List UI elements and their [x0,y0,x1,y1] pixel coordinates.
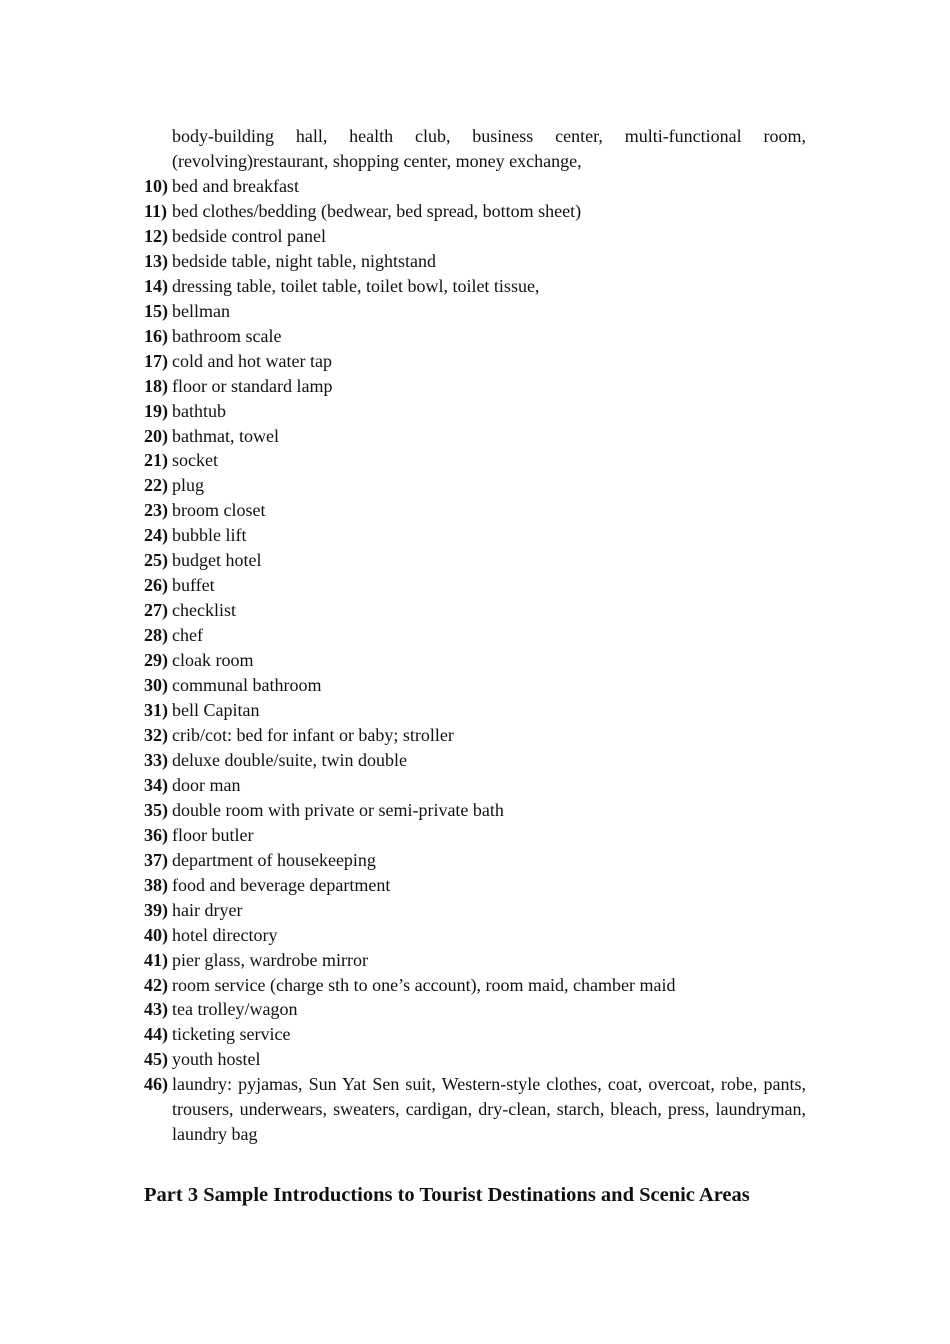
item-number: 46) [144,1074,168,1095]
list-item [144,299,806,324]
item-text: buffet [172,575,215,596]
list-item [144,898,806,923]
list-item [144,723,806,748]
list-item [144,448,806,473]
item-number: 17) [144,350,168,371]
item-number: 34) [144,774,168,795]
item-text: hair dryer [172,899,243,920]
item-text: room service (charge sth to one’s account), room maid, chamber maid [172,974,676,995]
item-text: bathtub [172,400,226,421]
list-item [144,673,806,698]
list-item [144,224,806,249]
item-text: dressing table, toilet table, toilet bowl, toilet tissue, [172,275,540,296]
item-text: communal bathroom [172,675,322,696]
list-item [144,274,806,299]
list-item [144,923,806,948]
item-number: 39) [144,899,168,920]
item-text: bellman [172,300,230,321]
item-text: bubble lift [172,525,247,546]
item-number: 43) [144,999,168,1020]
item-number: 18) [144,375,168,396]
item-number: 23) [144,500,168,521]
item-text: door man [172,774,241,795]
list-item [144,399,806,424]
item-number: 38) [144,874,168,895]
list-item [144,573,806,598]
item-number: 26) [144,575,168,596]
list-item [144,1022,806,1047]
item-number: 41) [144,949,168,970]
item-number: 21) [144,450,168,471]
item-text: floor or standard lamp [172,375,333,396]
list-item [144,523,806,548]
item-number: 37) [144,849,168,870]
list-item [144,648,806,673]
item-text: ticketing service [172,1024,291,1045]
item-number: 29) [144,650,168,671]
item-text: pier glass, wardrobe mirror [172,949,368,970]
list-item [144,473,806,498]
item-number: 44) [144,1024,168,1045]
list-item [144,424,806,449]
item-text: youth hostel [172,1049,261,1070]
item-number: 13) [144,250,168,271]
list-item [144,349,806,374]
item-number: 28) [144,625,168,646]
item-text: socket [172,450,218,471]
list-item [144,374,806,399]
list-item [144,324,806,349]
item-text: department of housekeeping [172,849,376,870]
item-text: food and beverage department [172,874,391,895]
item-text: laundry: pyjamas, Sun Yat Sen suit, Western-style clothes, coat, overcoat, robe, pants, trousers, underwears, sweaters, cardigan, dry-clean, starch, bleach, press, laundryman, laundry bag [172,1074,806,1145]
item-number: 16) [144,325,168,346]
list-item [144,698,806,723]
document-body [144,124,806,1147]
list-item [144,748,806,773]
list-item [144,548,806,573]
list-item [144,848,806,873]
item-text: crib/cot: bed for infant or baby; stroller [172,724,454,745]
item-number: 40) [144,924,168,945]
item-number: 31) [144,700,168,721]
item-number: 27) [144,600,168,621]
item-number: 36) [144,824,168,845]
item-text: plug [172,475,205,496]
list-item [144,249,806,274]
item-number: 24) [144,525,168,546]
item-text: bedside table, night table, nightstand [172,250,436,271]
item-text: hotel directory [172,924,278,945]
item-number: 32) [144,724,168,745]
item-number: 35) [144,799,168,820]
item-text: broom closet [172,500,266,521]
item-number: 25) [144,550,168,571]
item-number: 19) [144,400,168,421]
item-text: cloak room [172,650,254,671]
item-text: bathmat, towel [172,425,279,446]
list-item [144,598,806,623]
item-number: 42) [144,974,168,995]
item-text: floor butler [172,824,254,845]
list-item [144,174,806,199]
item-number: 12) [144,225,168,246]
section-heading: Part 3 Sample Introductions to Tourist Destinations and Scenic Areas [144,1184,750,1206]
list-item [144,199,806,224]
list-item [144,823,806,848]
item-number: 11) [144,200,168,221]
list-item [144,498,806,523]
list-item [144,623,806,648]
list-item [144,773,806,798]
item-text: tea trolley/wagon [172,999,298,1020]
list-item [144,948,806,973]
list-item [144,973,806,998]
item-text: deluxe double/suite, twin double [172,749,407,770]
item-text: bathroom scale [172,325,282,346]
item-number: 15) [144,300,168,321]
item-number: 10) [144,176,168,196]
item-number: 33) [144,749,168,770]
list-item [144,873,806,898]
vocabulary-list [144,174,806,1147]
item-number: 14) [144,275,168,296]
item-text: bed and breakfast [172,176,299,196]
item-text: double room with private or semi-private bath [172,799,504,820]
item-number: 20) [144,425,168,446]
item-text: bell Capitan [172,700,260,721]
list-item [144,1047,806,1072]
item-text: chef [172,625,203,646]
item-text: bedside control panel [172,225,326,246]
list-item [144,997,806,1022]
item-text: checklist [172,600,236,621]
item-text: cold and hot water tap [172,350,332,371]
item-text: budget hotel [172,550,262,571]
item-number: 45) [144,1049,168,1070]
list-item [144,1072,806,1147]
item-text: bed clothes/bedding (bedwear, bed spread, bottom sheet) [172,200,582,221]
list-item [144,798,806,823]
continuation-text: body-building hall, health club, business center, multi-functional room, (revolving)restaurant, shopping center, money exchange, [172,126,806,171]
item-number: 22) [144,475,168,496]
item-number: 30) [144,675,168,696]
